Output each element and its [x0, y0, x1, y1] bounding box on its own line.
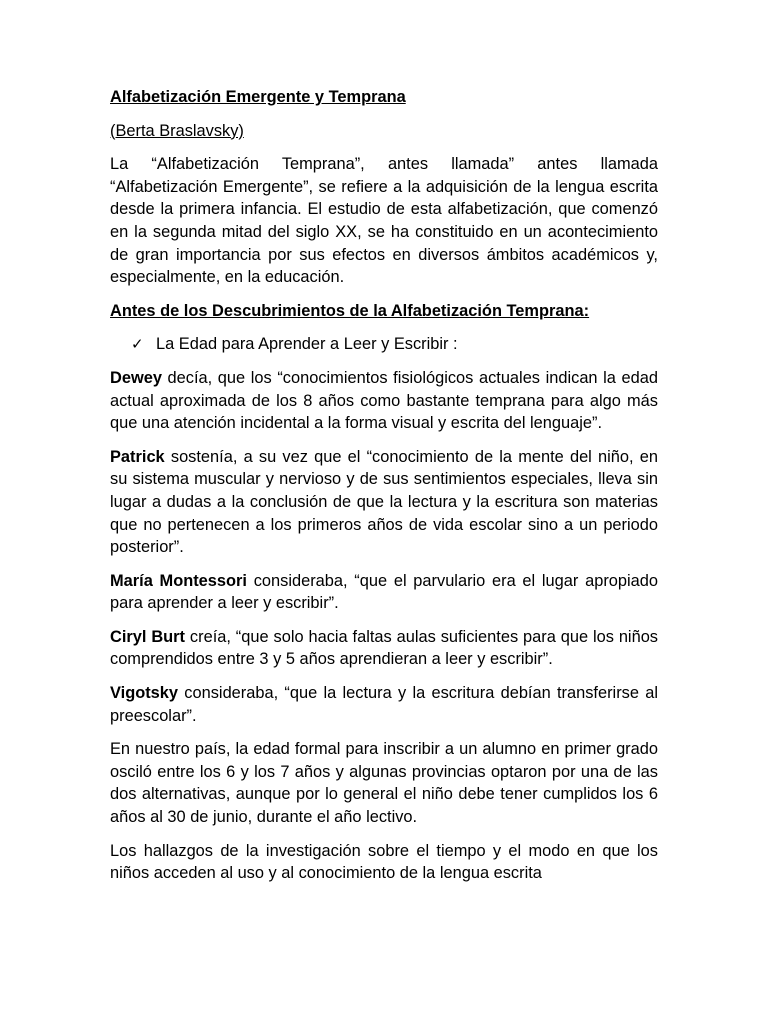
quote-paragraph-patrick: [110, 446, 658, 559]
quote-text: decía, que los “conocimientos fisiológicos actuales indican la edad actual aproximada de los 8 años como bastante temprana para algo más que una atención incidental a la forma visual y escrita del lenguaje”.: [110, 368, 658, 433]
quote-paragraph-burt: [110, 626, 658, 671]
quote-text: sostenía, a su vez que el “conocimiento de la mente del niño, en su sistema muscular y nervioso y de sus sentimientos especiales, lleva sin lugar a dudas a la conclusión de que la lectura y la escritura son materias que no pertenecen a los primeros años de vida escolar sino a un periodo posterior”.: [110, 447, 658, 557]
section-heading: Antes de los Descubrimientos de la Alfabetización Temprana:: [110, 301, 590, 320]
quote-author: Dewey: [110, 368, 162, 387]
findings-paragraph: Los hallazgos de la investigación sobre el tiempo y el modo en que los niños acceden al uso y al conocimiento de la lengua escrita: [110, 841, 658, 883]
bullet-text: La Edad para Aprender a Leer y Escribir :: [156, 335, 458, 354]
quote-paragraph-dewey: [110, 367, 658, 435]
document-author: (Berta Braslavsky): [110, 121, 244, 140]
quote-author: Ciryl Burt: [110, 627, 186, 646]
quote-author: María Montessori: [110, 571, 247, 590]
quote-text: consideraba, “que la lectura y la escritura debían transferirse al preescolar”.: [110, 684, 658, 725]
quote-paragraph-montessori: [110, 570, 658, 615]
quote-text: creía, “que solo hacia faltas aulas suficientes para que los niños comprendidos entre 3 y 5 años aprendieran a leer y escribir”.: [110, 627, 658, 669]
document-body: [110, 86, 658, 896]
country-paragraph: En nuestro país, la edad formal para inscribir a un alumno en primer grado osciló entre los 6 y los 7 años y algunas provincias optaron por una de las dos alternativas, aunque por lo general el niño debe tener cumplidos los 6 años al 30 de junio, durante el año lectivo.: [110, 740, 658, 827]
document-title: Alfabetización Emergente y Temprana: [110, 88, 406, 106]
quote-author: Patrick: [110, 447, 165, 466]
checkmark-icon: ✓: [131, 335, 144, 354]
bullet-item: [131, 333, 658, 356]
intro-paragraph: La “Alfabetización Temprana”, antes llamada” antes llamada “Alfabetización Emergente”, se refiere a la adquisición de la lengua escrita desde la primera infancia. El estudio de esta alfabetización, que comenzó en la segunda mitad del siglo XX, se ha constituido en un acontecimiento de gran importancia por sus efectos en diversos ámbitos académicos y, especialmente, en la educación.: [110, 155, 658, 287]
quote-paragraph-vigotsky: [110, 682, 658, 727]
quote-text: consideraba, “que el parvulario era el lugar apropiado para aprender a leer y escribir”.: [110, 571, 658, 613]
quote-author: Vigotsky: [110, 684, 179, 703]
